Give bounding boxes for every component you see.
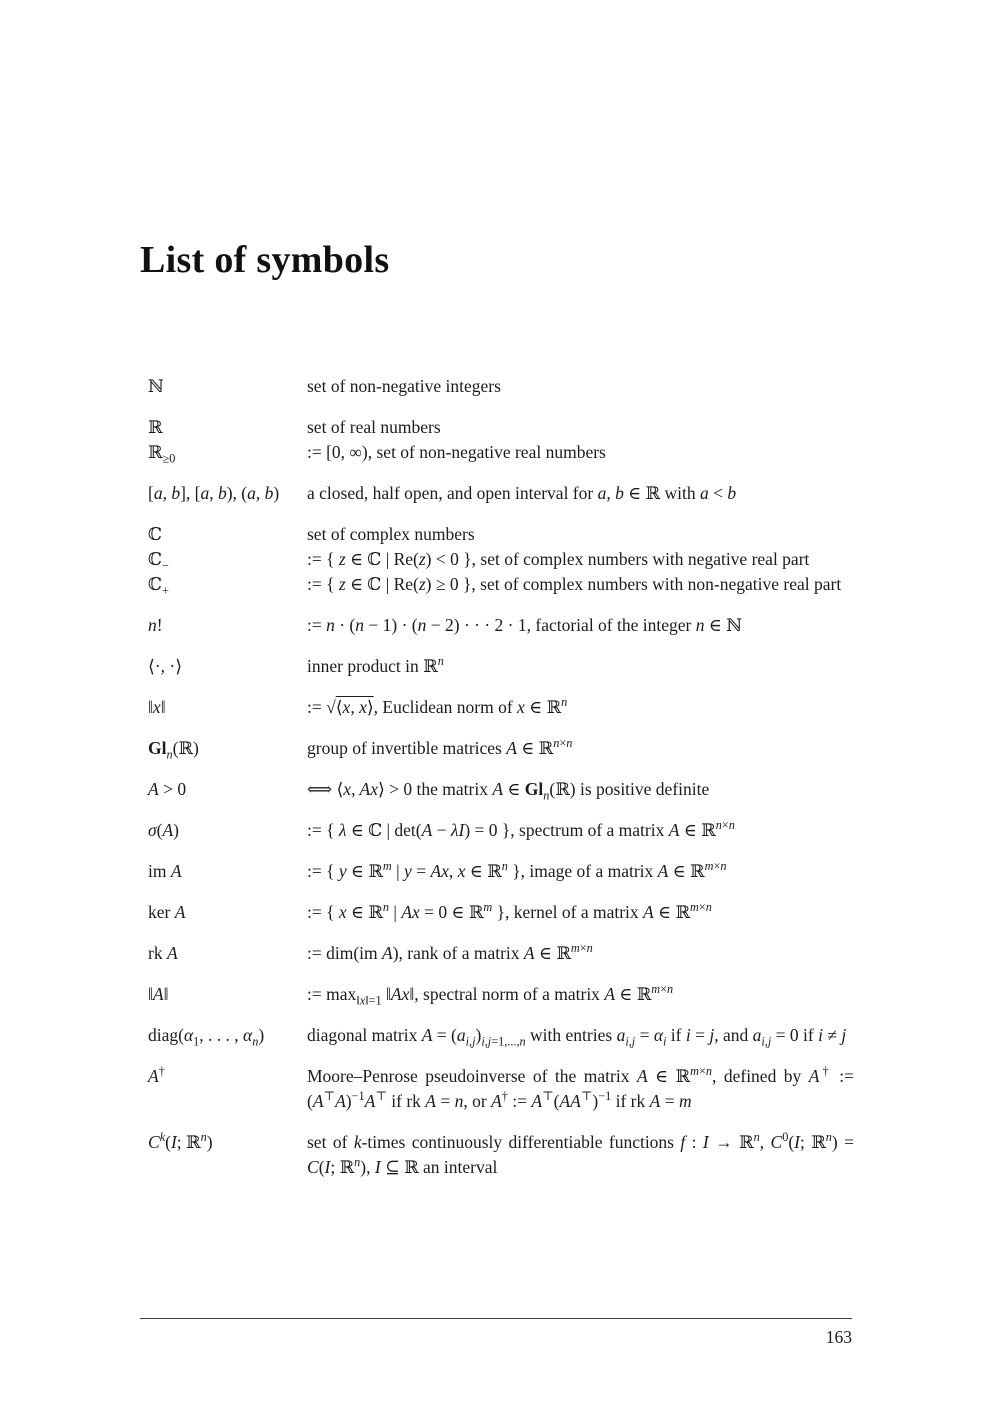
symbol-row — [148, 736, 854, 761]
symbol-row — [148, 572, 854, 597]
symbol-row — [148, 654, 854, 679]
symbol-group — [148, 859, 854, 884]
symbol-group — [148, 613, 854, 638]
symbol-group — [148, 1064, 854, 1114]
symbol-group — [148, 481, 854, 506]
page-number: 163 — [825, 1327, 852, 1347]
symbol-group — [148, 736, 854, 761]
symbol-row — [148, 481, 854, 506]
symbol-description: ⟺ ⟨x, Ax⟩ > 0 the matrix A ∈ $Gl_n(ℝ)$ is positive definite — [307, 779, 710, 803]
symbol-group — [148, 415, 854, 465]
symbol-row — [148, 547, 854, 572]
symbol-description: set of k-times continuously differentiable functions f : I → ℝ$^n$, $C^0(I$; ℝ$^n$) = C(I; ℝ$^n$), I ⊆ ℝ an interval — [307, 1130, 854, 1177]
symbol-description: := n · (n − 1) · (n − 2) · · · 2 · 1, factorial of the integer n ∈ ℕ — [307, 615, 743, 635]
symbol-row — [148, 1064, 854, 1114]
symbol-group — [148, 695, 854, 720]
symbol-description: Moore–Penrose pseudoinverse of the matrix A ∈ ℝ$^{m\times n}$, defined by A† := $(A^⊤A)^{-1}A^⊤$ if rk A = n, or A† := $A^⊤(AA^⊤)^{-1}$ if rk A = m — [307, 1064, 855, 1111]
symbol: im A — [148, 861, 182, 881]
symbol-row — [148, 982, 854, 1007]
symbol-description: := $\max_{‖x‖=1}$ ‖Ax‖, spectral norm of a matrix A ∈ ℝ$^{m\times n}$ — [307, 982, 674, 1008]
symbol-description: := √⟨x, x⟩, Euclidean norm of x ∈ ℝ$^n$ — [307, 695, 568, 717]
symbol-description: set of non-negative integers — [307, 376, 501, 396]
symbol-description: := { z ∈ ℂ | Re(z) < 0 }, set of complex numbers with negative real part — [307, 549, 810, 569]
symbol-description: := { x ∈ ℝ$^n$ | Ax = 0 ∈ ℝ$^m$ }, kernel of a matrix A ∈ ℝ$^{m\times n}$ — [307, 900, 712, 922]
symbol: ℝ$_{\ge 0}$ — [148, 442, 176, 466]
symbol-group — [148, 900, 854, 925]
symbol-row — [148, 1023, 854, 1048]
symbol-description: := { λ ∈ ℂ | det(A − λI) = 0 }, spectrum of a matrix A ∈ ℝ$^{n\times n}$ — [307, 818, 735, 840]
symbol-description: := dim(im A), rank of a matrix A ∈ ℝ$^{m\times n}$ — [307, 941, 593, 963]
symbol-row — [148, 941, 854, 966]
symbol-row — [148, 859, 854, 884]
symbol-list — [148, 374, 854, 1196]
symbol-group — [148, 1130, 854, 1180]
symbol-row — [148, 777, 854, 802]
symbol: rk A — [148, 943, 178, 963]
symbol-description: inner product in ℝ$^n$ — [307, 654, 444, 676]
symbol-description: set of complex numbers — [307, 524, 475, 544]
symbol-row — [148, 522, 854, 547]
symbol: $Gl_n(ℝ)$ — [148, 738, 199, 762]
symbol: ℂ$_-$ — [148, 549, 169, 573]
symbol: ℝ — [148, 417, 163, 437]
symbol-group — [148, 522, 854, 597]
symbol-row — [148, 613, 854, 638]
symbol-row — [148, 374, 854, 399]
symbol-group — [148, 1023, 854, 1048]
symbol: A > 0 — [148, 779, 187, 799]
symbol: ‖A‖ — [148, 984, 169, 1004]
symbol: [a, b], [a, b), (a, b) — [148, 483, 280, 503]
symbol: $diag(\alpha_1$, . . . , $\alpha_n$) — [148, 1025, 265, 1049]
symbol-description: a closed, half open, and open interval for a, b ∈ ℝ with a < b — [307, 483, 737, 503]
symbol-group — [148, 818, 854, 843]
symbol-description: := [0, ∞), set of non-negative real numbers — [307, 442, 606, 462]
symbol-group — [148, 941, 854, 966]
symbol-row — [148, 440, 854, 465]
symbol-row — [148, 415, 854, 440]
footer-rule — [140, 1318, 852, 1319]
symbol-group — [148, 654, 854, 679]
symbol-row — [148, 818, 854, 843]
symbol: ker A — [148, 902, 186, 922]
symbol: n! — [148, 615, 163, 635]
symbol: $C^k(I$; ℝ$^n$) — [148, 1130, 213, 1152]
symbol-description: diagonal matrix $A = (a_{i,j})_{i,j=1,...,n}$ with entries $a_{i,j} = \alpha_i$ if i = j, and $a_{i,j} = 0$ if i ≠ j — [307, 1025, 847, 1049]
symbol: σ(A) — [148, 820, 179, 840]
symbol: A† — [148, 1064, 165, 1086]
symbol-row — [148, 900, 854, 925]
symbol-group — [148, 374, 854, 399]
page-title: List of symbols — [140, 239, 390, 281]
symbol-description: set of real numbers — [307, 417, 441, 437]
symbol: ℕ — [148, 376, 164, 396]
symbol: ⟨·, ·⟩ — [148, 656, 183, 676]
symbol: ℂ$_+$ — [148, 574, 169, 598]
symbol: ‖x‖ — [148, 697, 166, 717]
symbol-group — [148, 982, 854, 1007]
symbol-row — [148, 695, 854, 720]
symbol-group — [148, 777, 854, 802]
symbol-description: := { z ∈ ℂ | Re(z) ≥ 0 }, set of complex numbers with non-negative real part — [307, 574, 842, 594]
symbol-row — [148, 1130, 854, 1180]
symbol-description: group of invertible matrices A ∈ ℝ$^{n\times n}$ — [307, 736, 573, 758]
symbol: ℂ — [148, 524, 162, 544]
symbol-description: := { y ∈ ℝ$^m$ | y = Ax, x ∈ ℝ$^n$ }, image of a matrix A ∈ ℝ$^{m\times n}$ — [307, 859, 727, 881]
